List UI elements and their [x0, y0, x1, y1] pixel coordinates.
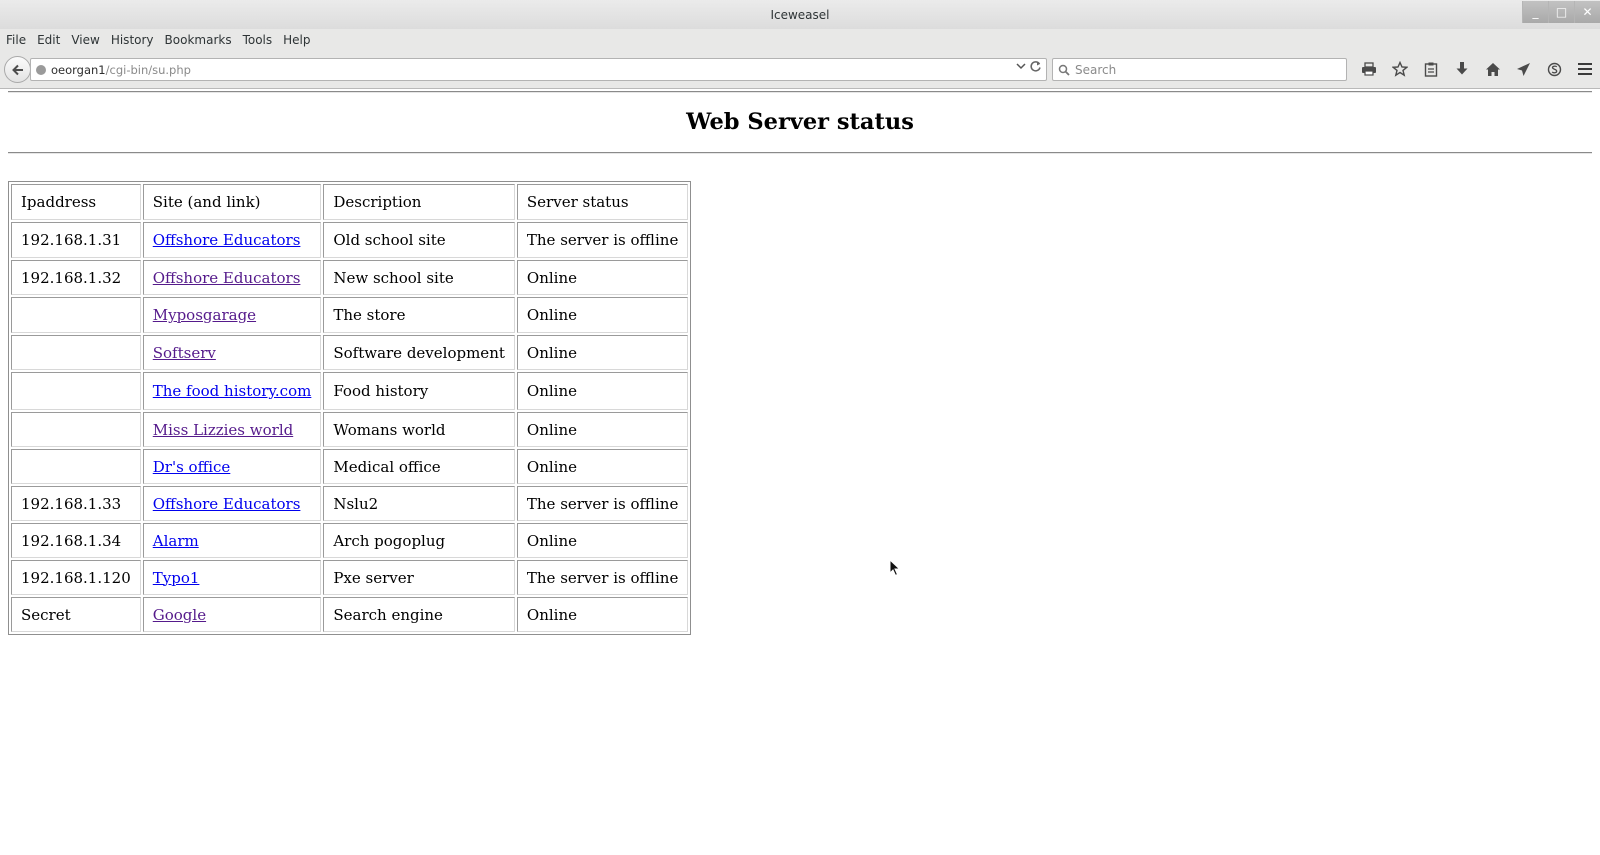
- site-link[interactable]: Offshore Educators: [152, 494, 301, 513]
- reload-icon[interactable]: [1029, 60, 1042, 76]
- print-icon[interactable]: [1353, 59, 1384, 79]
- cell-ipaddress: [11, 449, 141, 484]
- cell-site: [143, 297, 322, 333]
- minimize-button[interactable]: _: [1522, 1, 1548, 23]
- page-content: [0, 89, 1600, 855]
- cell-ipaddress: Secret: [11, 597, 141, 632]
- header-ipaddress: Ipaddress: [11, 184, 141, 220]
- cell-site: [143, 222, 322, 258]
- table-row: [11, 597, 688, 632]
- pointer-icon: [889, 559, 901, 577]
- cell-description: The store: [323, 297, 515, 333]
- cell-description: Software development: [323, 335, 515, 370]
- sync-icon[interactable]: [1539, 59, 1570, 79]
- search-bar[interactable]: [1052, 58, 1347, 81]
- cell-site: [143, 486, 322, 521]
- page-title: Web Server status: [686, 109, 914, 135]
- site-link[interactable]: Google: [152, 605, 207, 624]
- cell-site: [143, 335, 322, 370]
- search-input[interactable]: [1075, 63, 1325, 77]
- menu-view[interactable]: View: [71, 33, 100, 47]
- menu-file[interactable]: File: [6, 33, 27, 47]
- cell-site: [143, 560, 322, 595]
- table-row: [11, 523, 688, 558]
- cell-description: New school site: [323, 260, 515, 295]
- site-link[interactable]: The food history.com: [152, 382, 312, 400]
- cell-ipaddress: 192.168.1.120: [11, 560, 141, 595]
- header-description: Description: [323, 184, 515, 220]
- server-status-table: [8, 181, 691, 635]
- cell-site: [143, 449, 322, 484]
- top-divider: [8, 91, 1592, 93]
- cell-server-status: The server is offline: [517, 486, 688, 521]
- menu-tools[interactable]: Tools: [242, 33, 273, 47]
- cell-ipaddress: [11, 297, 141, 333]
- header-site: Site (and link): [143, 184, 322, 220]
- url-path: /cgi-bin/su.php: [105, 62, 191, 77]
- menu-edit[interactable]: Edit: [37, 33, 61, 47]
- site-link[interactable]: Offshore Educators: [152, 268, 301, 287]
- navigation-toolbar: [0, 51, 1600, 89]
- toolbar-icons: [1353, 59, 1570, 79]
- hamburger-menu-icon: [1577, 62, 1593, 76]
- close-button[interactable]: ✕: [1574, 1, 1600, 23]
- cell-site: [143, 372, 322, 410]
- heading-divider: [8, 152, 1592, 154]
- site-link[interactable]: Offshore Educators: [152, 231, 301, 249]
- table-row: [11, 260, 688, 295]
- cell-ipaddress: [11, 335, 141, 370]
- cell-server-status: Online: [517, 597, 688, 632]
- table-row: [11, 412, 688, 447]
- window-controls: [1522, 0, 1600, 26]
- cell-ipaddress: [11, 372, 141, 410]
- back-button[interactable]: [4, 56, 31, 83]
- cell-description: Womans world: [323, 412, 515, 447]
- window-titlebar: [0, 0, 1600, 29]
- table-row: [11, 560, 688, 595]
- cell-server-status: Online: [517, 372, 688, 410]
- cell-server-status: Online: [517, 412, 688, 447]
- window-title: Iceweasel: [770, 7, 830, 22]
- cell-server-status: The server is offline: [517, 222, 688, 258]
- url-history-dropdown-icon[interactable]: [1016, 61, 1026, 74]
- table-row: [11, 486, 688, 521]
- cell-site: [143, 597, 322, 632]
- menu-bookmarks[interactable]: Bookmarks: [164, 33, 232, 47]
- table-row: [11, 335, 688, 370]
- url-host: oeorgan1: [51, 62, 106, 77]
- site-identity-icon[interactable]: [36, 65, 46, 75]
- site-link[interactable]: Myposgarage: [152, 306, 257, 324]
- site-link[interactable]: Alarm: [152, 531, 199, 550]
- cell-description: Arch pogoplug: [323, 523, 515, 558]
- send-icon[interactable]: [1508, 59, 1539, 79]
- cell-description: Pxe server: [323, 560, 515, 595]
- cell-server-status: Online: [517, 297, 688, 333]
- cell-server-status: The server is offline: [517, 560, 688, 595]
- menu-history[interactable]: History: [110, 33, 154, 47]
- bookmark-star-icon[interactable]: [1384, 59, 1415, 79]
- cell-ipaddress: 192.168.1.32: [11, 260, 141, 295]
- hamburger-menu-button[interactable]: [1574, 59, 1596, 79]
- table-row: [11, 222, 688, 258]
- cell-server-status: Online: [517, 260, 688, 295]
- table-row: [11, 372, 688, 410]
- site-link[interactable]: Softserv: [152, 343, 216, 362]
- site-link[interactable]: Miss Lizzies world: [152, 420, 294, 439]
- cell-site: [143, 412, 322, 447]
- cell-server-status: Online: [517, 449, 688, 484]
- cell-ipaddress: 192.168.1.33: [11, 486, 141, 521]
- maximize-button[interactable]: □: [1548, 1, 1574, 23]
- back-arrow-icon: [11, 63, 25, 77]
- cell-ipaddress: 192.168.1.31: [11, 222, 141, 258]
- cell-description: Food history: [323, 372, 515, 410]
- cell-description: Nslu2: [323, 486, 515, 521]
- cell-ipaddress: 192.168.1.34: [11, 523, 141, 558]
- cell-site: [143, 260, 322, 295]
- cell-server-status: Online: [517, 523, 688, 558]
- bookmarks-list-icon[interactable]: [1415, 59, 1446, 79]
- menu-bar: [0, 29, 1600, 51]
- site-link[interactable]: Dr's office: [152, 457, 231, 476]
- search-icon: [1058, 64, 1070, 76]
- home-icon[interactable]: [1477, 59, 1508, 79]
- cell-description: Search engine: [323, 597, 515, 632]
- cell-description: Medical office: [323, 449, 515, 484]
- table-row: [11, 449, 688, 484]
- header-server-status: Server status: [517, 184, 688, 220]
- cell-server-status: Online: [517, 335, 688, 370]
- cell-description: Old school site: [323, 222, 515, 258]
- site-link[interactable]: Typo1: [152, 568, 200, 587]
- table-header-row: [11, 184, 688, 220]
- menu-help[interactable]: Help: [283, 33, 311, 47]
- cell-ipaddress: [11, 412, 141, 447]
- table-row: [11, 297, 688, 333]
- downloads-icon[interactable]: [1446, 59, 1477, 79]
- url-bar[interactable]: [30, 58, 1047, 81]
- cell-site: [143, 523, 322, 558]
